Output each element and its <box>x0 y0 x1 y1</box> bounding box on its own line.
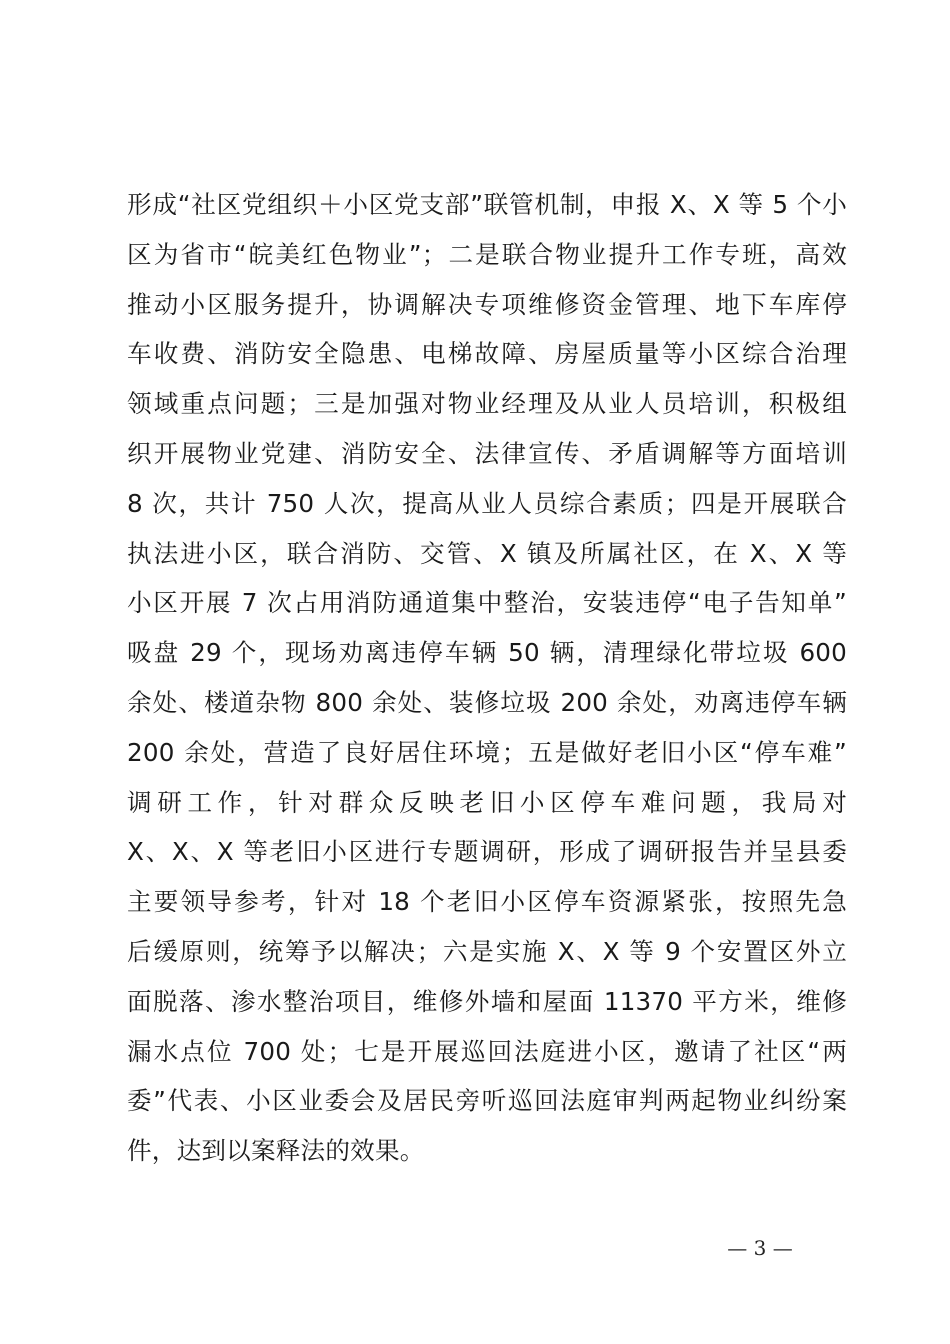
text-line: 余处、楼道杂物 800 余处、装修垃圾 200 余处，劝离违停车辆 <box>127 687 847 717</box>
text-line: 主要领导参考，针对 18 个老旧小区停车资源紧张，按照先急 <box>127 887 847 917</box>
text-line: X、X、X 等老旧小区进行专题调研，形成了调研报告并呈县委 <box>127 837 847 867</box>
text-line: 面脱落、渗水整治项目，维修外墙和屋面 11370 平方米，维修 <box>127 986 847 1016</box>
text-line: 漏水点位 700 处；七是开展巡回法庭进小区，邀请了社区“两 <box>127 1036 847 1066</box>
text-line: 执法进小区，联合消防、交管、X 镇及所属社区，在 X、X 等 <box>127 538 847 568</box>
text-line: 吸盘 29 个，现场劝离违停车辆 50 辆，清理绿化带垃圾 600 <box>127 638 847 668</box>
text-line: 8 次，共计 750 人次，提高从业人员综合素质；四是开展联合 <box>127 488 847 518</box>
text-line: 领域重点问题；三是加强对物业经理及从业人员培训，积极组 <box>127 389 847 419</box>
text-line: 委”代表、小区业委会及居民旁听巡回法庭审判两起物业纠纷案 <box>127 1086 847 1116</box>
text-line: 形成“社区党组织＋小区党支部”联管机制，申报 X、X 等 5 个小 <box>127 190 847 219</box>
page-number: — 3 — <box>727 1236 793 1260</box>
text-line: 小区开展 7 次占用消防通道集中整治，安装违停“电子告知单” <box>127 588 847 618</box>
body-paragraph <box>127 180 847 1176</box>
text-line: 调研工作，针对群众反映老旧小区停车难问题，我局对 <box>127 787 847 817</box>
text-line-last: 件，达到以案释法的效果。 <box>127 1136 425 1166</box>
text-line: 200 余处，营造了良好居住环境；五是做好老旧小区“停车难” <box>127 737 847 767</box>
text-line: 推动小区服务提升，协调解决专项维修资金管理、地下车库停 <box>127 289 847 319</box>
text-line: 区为省市“皖美红色物业”；二是联合物业提升工作专班，高效 <box>127 239 847 269</box>
text-line: 后缓原则，统筹予以解决；六是实施 X、X 等 9 个安置区外立 <box>127 936 847 966</box>
text-line: 织开展物业党建、消防安全、法律宣传、矛盾调解等方面培训 <box>127 438 847 468</box>
text-line: 车收费、消防安全隐患、电梯故障、房屋质量等小区综合治理 <box>127 339 847 369</box>
